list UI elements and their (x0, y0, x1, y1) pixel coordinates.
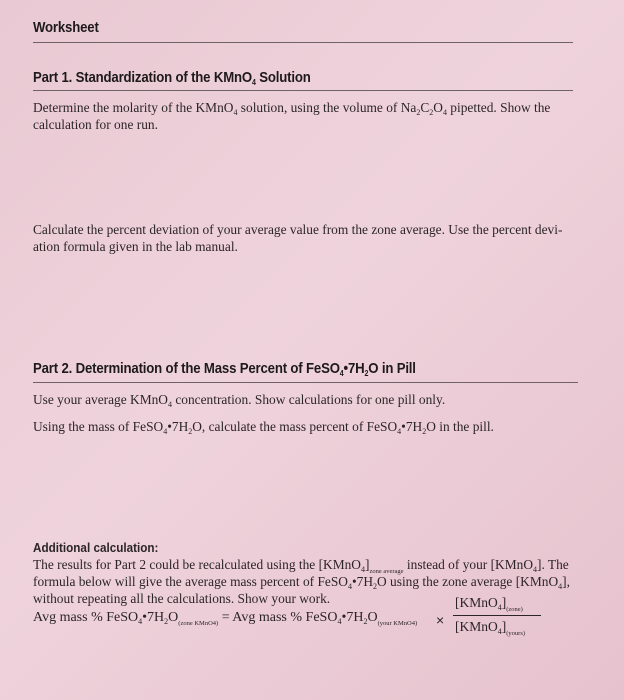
multiply-sign: × (436, 612, 445, 628)
additional-heading: Additional calculation: (33, 540, 159, 555)
concentration-ratio (453, 595, 545, 635)
part2-instruction-mass-percent: Using the mass of $FeSO_4•7H_2O$, calculate the mass percent of $FeSO_4•7H_2O$ in the pill. (33, 419, 494, 436)
worksheet-title: Worksheet (33, 19, 99, 36)
avg-mass-formula: Avg mass % $FeSO_4•7H_2O_{(zone KMnO4)}$ = Avg mass % $FeSO_4•7H_2O_{(your KMnO4)}$ (33, 610, 418, 627)
additional-instructions: The results for Part 2 could be recalculated using the $[KMnO_4]_{zone average}$ instead of your [KMnO$_4$]. The formula below will give the average mass percent of $FeSO_4•7H_2O$ using the zone average [KMnO$_4$], without repeating all the calculations. Show your work. (33, 557, 570, 606)
ratio-numerator: $[KMnO_4]_{(zone)}$ (455, 595, 523, 613)
fraction-bar (453, 615, 541, 616)
part2-heading: Part 2. Determination of the Mass Percent of $FeSO_4•7H_2O$ in Pill (33, 360, 416, 378)
part2-rule (33, 382, 578, 383)
part1-heading: Part 1. Standardization of the KMnO$_4$ Solution (33, 69, 311, 87)
ratio-denominator: $[KMnO_4]_{(yours)}$ (455, 619, 526, 637)
part2-instruction-concentration: Use your average KMnO$_4$ concentration. Show calculations for one pill only. (33, 392, 446, 409)
part1-rule (33, 90, 573, 91)
part1-instruction-deviation: Calculate the percent deviation of your average value from the zone average. Use the percent devi- ation formula given in the lab manual. (33, 222, 563, 254)
part1-instruction-molarity: Determine the molarity of the KMnO$_4$ solution, using the volume of $Na_2C_2O_4$ pipetted. Show the calculation for one run. (33, 100, 551, 132)
title-rule (33, 42, 573, 43)
